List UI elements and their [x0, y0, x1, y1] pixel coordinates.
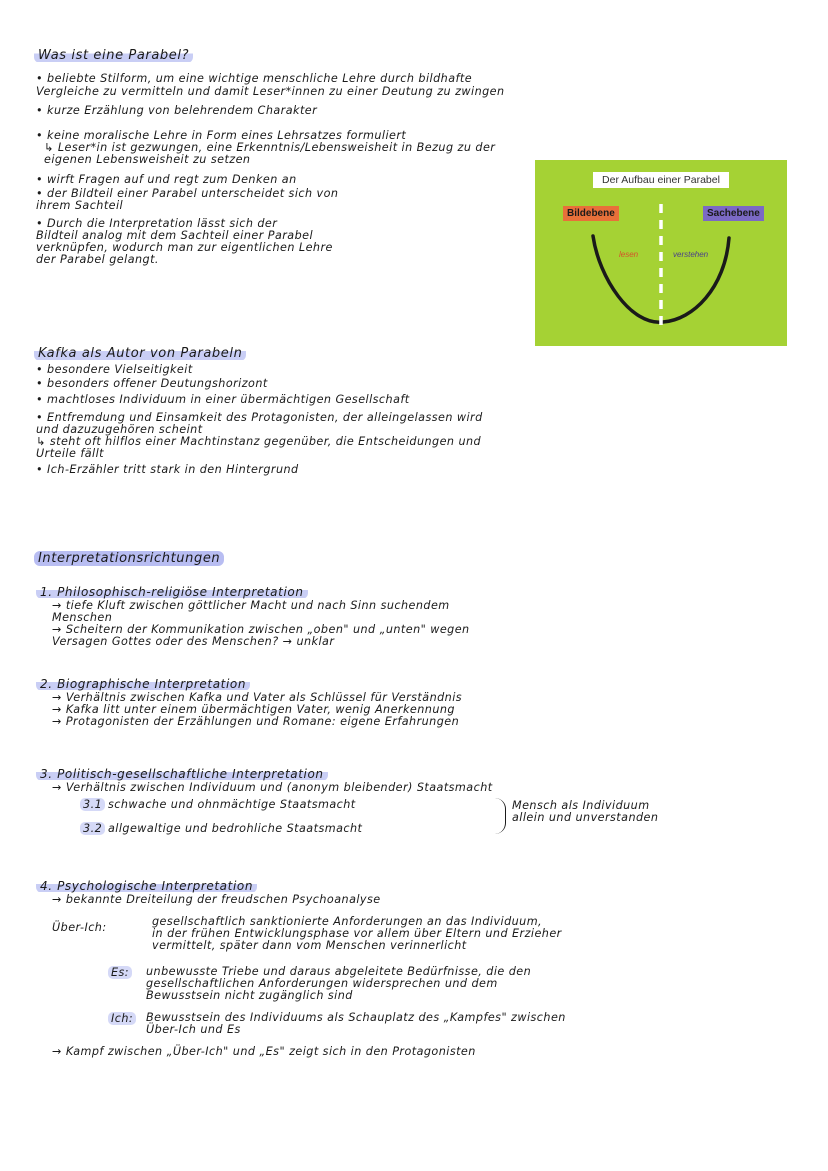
list-item: allgewaltige und bedrohliche Staatsmacht: [108, 822, 363, 835]
list-item: der Parabel gelangt.: [36, 253, 159, 266]
list-item: ihrem Sachteil: [36, 199, 124, 212]
list-item: → bekannte Dreiteilung der freudschen Psychoanalyse: [52, 893, 381, 906]
list-item: ↳ Leser*in ist gezwungen, eine Erkenntnis/Lebensweisheit in Bezug zu der: [44, 141, 496, 154]
conclusion-line: → Kampf zwischen „Über-Ich" und „Es" zeigt sich in den Protagonisten: [52, 1045, 476, 1058]
list-item: Bildteil analog mit dem Sachteil einer Parabel: [36, 229, 314, 242]
list-item: eigenen Lebensweisheit zu setzen: [44, 153, 251, 166]
list-item: • Durch die Interpretation lässt sich der: [36, 217, 278, 230]
list-item: • machtloses Individuum in einer übermächtigen Gesellschaft: [36, 393, 410, 406]
term-line: Bewusstsein des Individuums als Schauplatz des „Kampfes" zwischen: [146, 1011, 566, 1024]
list-item: → Protagonisten der Erzählungen und Romane: eigene Erfahrungen: [52, 715, 460, 728]
diagram-title: Der Aufbau einer Parabel: [593, 172, 729, 188]
list-item: Urteile fällt: [36, 447, 104, 460]
list-item: • besonders offener Deutungshorizont: [36, 377, 268, 390]
list-item: Vergleiche zu vermitteln und damit Leser*innen zu einer Deutung zu zwingen: [36, 85, 505, 98]
term-label-ich: Ich:: [108, 1012, 136, 1025]
list-item: ↳ steht oft hilflos einer Machtinstanz gegenüber, die Entscheidungen und: [36, 435, 482, 448]
list-item: • keine moralische Lehre in Form eines Lehrsatzes formuliert: [36, 129, 407, 142]
term-line: Über-Ich und Es: [146, 1023, 241, 1036]
list-item: → tiefe Kluft zwischen göttlicher Macht und nach Sinn suchendem: [52, 599, 450, 612]
section-heading-parabel: Was ist eine Parabel?: [34, 48, 193, 64]
group-title-psychologisch: 4. Psychologische Interpretation: [36, 878, 257, 894]
list-item: schwache und ohnmächtige Staatsmacht: [108, 798, 356, 811]
list-item: • besondere Vielseitigkeit: [36, 363, 193, 376]
list-item: • beliebte Stilform, um eine wichtige menschliche Lehre durch bildhafte: [36, 72, 473, 85]
brace-note: Mensch als Individuum: [512, 799, 650, 812]
sub-number-3-2: 3.2: [80, 822, 105, 835]
group-title-biographisch: 2. Biographische Interpretation: [36, 676, 250, 692]
list-item: → Verhältnis zwischen Kafka und Vater als Schlüssel für Verständnis: [52, 691, 463, 704]
curly-brace: [495, 798, 506, 834]
diagram-curve-graphic: [535, 160, 787, 346]
list-item: Versagen Gottes oder des Menschen? → unklar: [52, 635, 335, 648]
list-item: • wirft Fragen auf und regt zum Denken an: [36, 173, 297, 186]
term-label-es: Es:: [108, 966, 132, 979]
term-line: gesellschaftlich sanktionierte Anforderungen an das Individuum,: [152, 915, 543, 928]
list-item: → Verhältnis zwischen Individuum und (anonym bleibender) Staatsmacht: [52, 781, 493, 794]
lesen-caption: lesen: [619, 250, 639, 259]
list-item: verknüpfen, wodurch man zur eigentlichen Lehre: [36, 241, 333, 254]
list-item: Menschen: [52, 611, 113, 624]
verstehen-caption: verstehen: [673, 250, 709, 259]
brace-note: allein und unverstanden: [512, 811, 659, 824]
sub-number-3-1: 3.1: [80, 798, 105, 811]
list-item: • Entfremdung und Einsamkeit des Protagonisten, der alleingelassen wird: [36, 411, 483, 424]
term-line: unbewusste Triebe und daraus abgeleitete Bedürfnisse, die den: [146, 965, 532, 978]
section-heading-interpretation: Interpretationsrichtungen: [34, 551, 224, 567]
list-item: • kurze Erzählung von belehrendem Charakter: [36, 104, 318, 117]
bildebene-label: Bildebene: [563, 206, 619, 221]
section-heading-kafka: Kafka als Autor von Parabeln: [34, 346, 246, 362]
term-label-ueber-ich: Über-Ich:: [52, 921, 107, 934]
list-item: • Ich-Erzähler tritt stark in den Hintergrund: [36, 463, 299, 476]
group-title-politisch: 3. Politisch-gesellschaftliche Interpretation: [36, 766, 328, 782]
list-item: und dazuzugehören scheint: [36, 423, 203, 436]
group-title-philosophisch: 1. Philosophisch-religiöse Interpretation: [36, 584, 308, 600]
sachebene-label: Sachebene: [703, 206, 764, 221]
list-item: → Scheitern der Kommunikation zwischen „oben" und „unten" wegen: [52, 623, 470, 636]
term-line: vermittelt, später dann vom Menschen verinnerlicht: [152, 939, 467, 952]
parabel-structure-diagram: [535, 160, 787, 346]
term-line: gesellschaftlichen Anforderungen widersprechen und dem: [146, 977, 498, 990]
list-item: → Kafka litt unter einem übermächtigen Vater, wenig Anerkennung: [52, 703, 455, 716]
term-line: Bewusstsein nicht zugänglich sind: [146, 989, 353, 1002]
term-line: in der frühen Entwicklungsphase vor allem über Eltern und Erzieher: [152, 927, 562, 940]
list-item: • der Bildteil einer Parabel unterscheidet sich von: [36, 187, 339, 200]
